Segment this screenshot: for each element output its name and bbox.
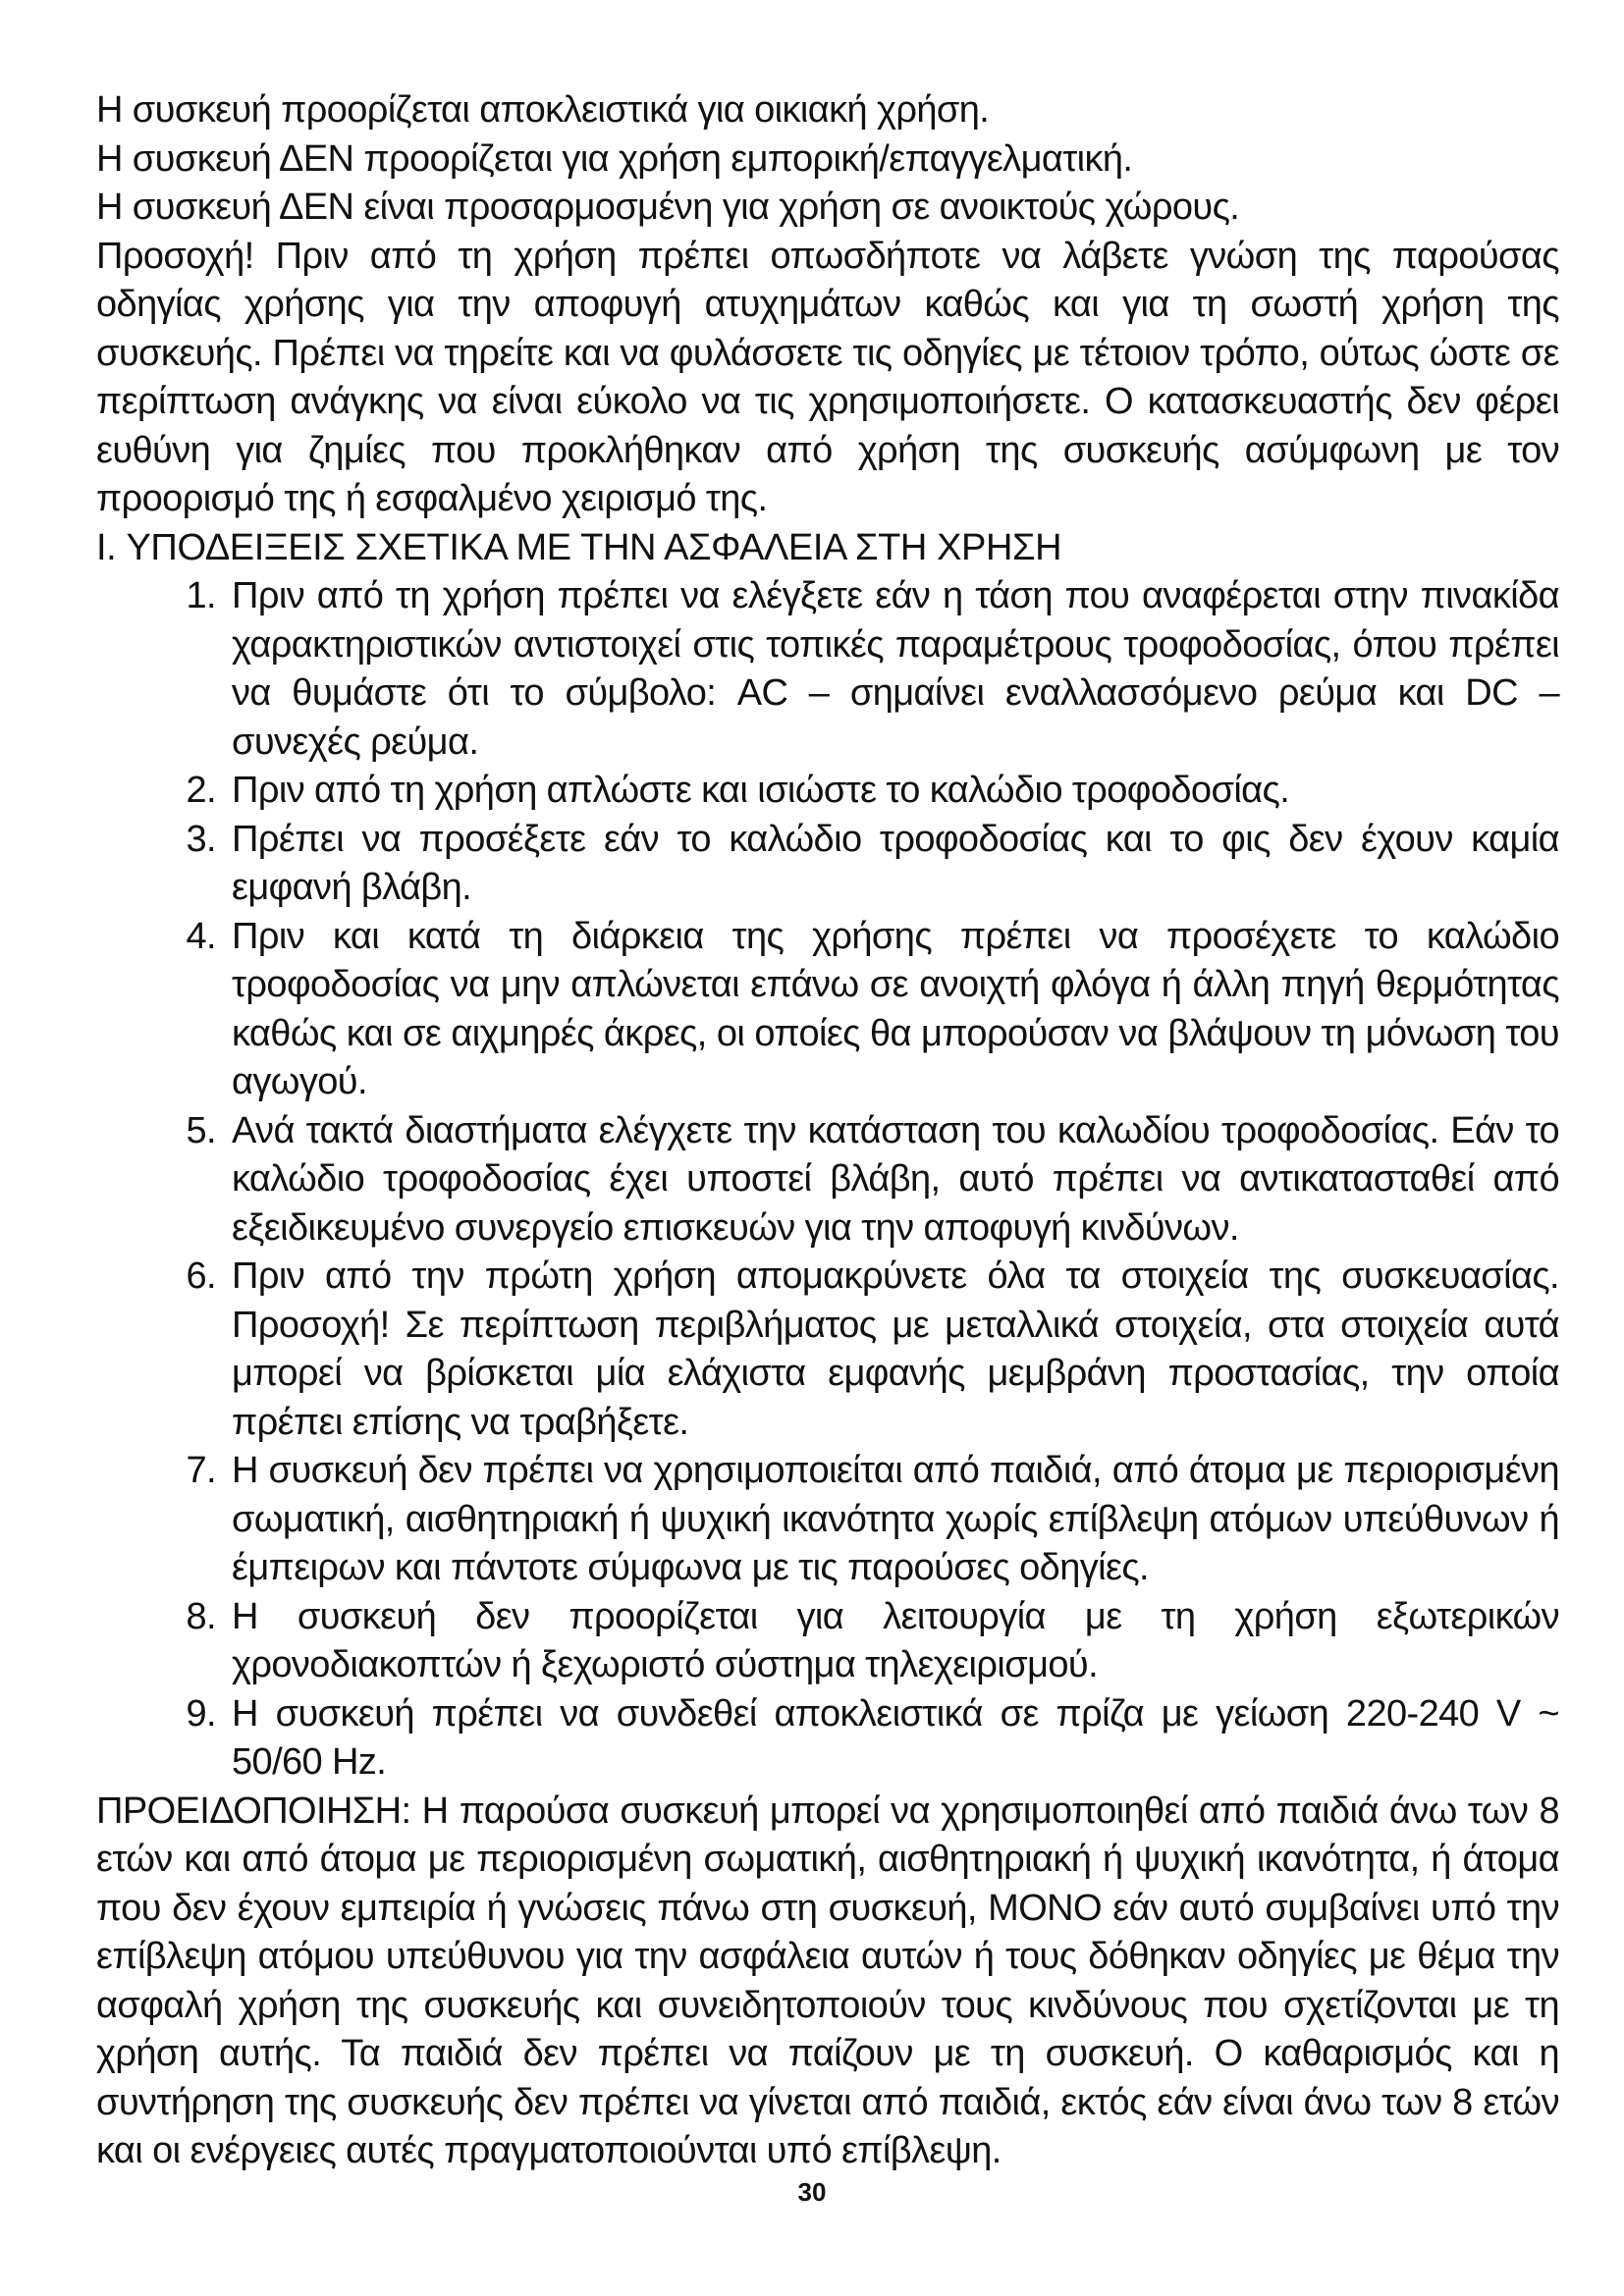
intro-line-household-use: Η συσκευή προορίζεται αποκλειστικά για οικιακή χρήση. <box>96 89 990 131</box>
warning-paragraph: ΠΡΟΕΙΔΟΠΟΙΗΣΗ: Η παρούσα συσκευή μπορεί να χρησιμοποιηθεί από παιδιά άνω των 8 ετών και από άτομα με περιορισμένη σωματική, αισθητηριακή ή ψυχική ικανότητα, ή άτομα που δεν έχουν εμπειρία ή γνώσεις πάνω στη συσκευή, ΜΟΝΟ εάν αυτό συμβαίνει υπό την επίβλεψη ατόμου υπεύθυνου για την ασφάλεια αυτών ή τους δόθηκαν οδηγίες με θέμα την ασφαλή χρήση της συσκευής και συνειδητοποιούν τους κινδύνους που σχετίζονται με τη χρήση αυτής. Τα παιδιά δεν πρέπει να παίζουν με τη συσκευή. Ο καθαρισμός και η συντήρηση της συσκευής δεν πρέπει να γίνεται από παιδιά, εκτός εάν είναι άνω των 8 ετών και οι ενέργειες αυτές πραγματοποιούνται υπό επίβλεψη. <box>96 1789 1559 2171</box>
intro-line-not-outdoor: Η συσκευή ΔΕΝ είναι προσαρμοσμένη για χρήση σε ανοικτούς χώρους. <box>96 187 1240 228</box>
page-number: 30 <box>797 2177 827 2207</box>
list-item <box>96 1107 1559 1254</box>
list-item-number: 3. <box>186 818 216 860</box>
list-item-text: Η συσκευή δεν προορίζεται για λειτουργία με τη χρήση εξωτερικών χρονοδιακοπτών ή ξεχωριστό σύστημα τηλεχειρισμού. <box>232 1595 1559 1685</box>
list-item-number: 8. <box>186 1595 216 1637</box>
safety-instructions-list <box>96 572 1559 1788</box>
list-item-number: 7. <box>186 1450 216 1491</box>
list-item-text: Πριν και κατά τη διάρκεια της χρήσης πρέπει να προσέχετε το καλώδιο τροφοδοσίας να μην απλώνεται επάνω σε ανοιχτή φλόγα ή άλλη πηγή θερμότητας καθώς και σε αιχμηρές άκρες, οι οποίες θα μπορούσαν να βλάψουν τη μόνωση του αγωγού. <box>232 915 1559 1102</box>
list-item-number: 9. <box>186 1692 216 1735</box>
list-item-text: Πρέπει να προσέξετε εάν το καλώδιο τροφοδοσίας και το φις δεν έχουν καμία εμφανή βλάβη. <box>232 818 1559 908</box>
intro-caution-paragraph: Προσοχή! Πριν από τη χρήση πρέπει οπωσδήποτε να λάβετε γνώση της παρούσας οδηγίας χρήσης για την αποφυγή ατυχημάτων καθώς και για τη σωστή χρήση της συσκευής. Πρέπει να τηρείτε και να φυλάσσετε τις οδηγίες με τέτοιον τρόπο, ούτως ώστε σε περίπτωση ανάγκης να είναι εύκολο να τις χρησιμοποιήσετε. Ο κατασκευαστής δεν φέρει ευθύνη για ζημίες που προκλήθηκαν από χρήση της συσκευής ασύμφωνη με τον προορισμό της ή εσφαλμένο χειρισμό της. <box>96 235 1559 519</box>
list-item-text: Πριν από τη χρήση απλώστε και ισιώστε το καλώδιο τροφοδοσίας. <box>232 770 1290 811</box>
list-item-text: Πριν από τη χρήση πρέπει να ελέγξετε εάν η τάση που αναφέρεται στην πινακίδα χαρακτηριστικών αντιστοιχεί στις τοπικές παραμέτρους τροφοδοσίας, όπου πρέπει να θυμάστε ότι το σύμβολο: AC – σημαίνει εναλλασσόμενο ρεύμα και DC – συνεχές ρεύμα. <box>232 575 1559 763</box>
list-item <box>96 767 1559 816</box>
manual-page <box>96 86 1559 2176</box>
list-item-text: Η συσκευή πρέπει να συνδεθεί αποκλειστικά σε πρίζα με γείωση 220-240 V ~ 50/60 Hz. <box>232 1692 1559 1783</box>
intro-line-not-commercial: Η συσκευή ΔΕΝ προορίζεται για χρήση εμπορική/επαγγελματική. <box>96 137 1133 180</box>
list-item <box>96 1253 1559 1447</box>
list-item-number: 5. <box>186 1109 216 1151</box>
list-item <box>96 1447 1559 1593</box>
list-item-number: 1. <box>186 575 216 616</box>
list-item-number: 4. <box>186 915 216 957</box>
list-item-text: Ανά τακτά διαστήματα ελέγχετε την κατάσταση του καλωδίου τροφοδοσίας. Εάν το καλώδιο τροφοδοσίας έχει υποστεί βλάβη, αυτό πρέπει να αντικατασταθεί από εξειδικευμένο συνεργείο επισκευών για την αποφυγή κινδύνων. <box>232 1109 1559 1249</box>
list-item-text: Η συσκευή δεν πρέπει να χρησιμοποιείται από παιδιά, από άτομα με περιορισμένη σωματική, αισθητηριακή ή ψυχική ικανότητα χωρίς επίβλεψη ατόμων υπεύθυνων ή έμπειρων και πάντοτε σύμφωνα με τις παρούσες οδηγίες. <box>232 1450 1559 1588</box>
list-item <box>96 1690 1559 1788</box>
list-item-number: 6. <box>186 1255 216 1297</box>
list-item <box>96 572 1559 767</box>
list-item <box>96 913 1559 1107</box>
list-item <box>96 816 1559 913</box>
list-item-text: Πριν από την πρώτη χρήση απομακρύνετε όλα τα στοιχεία της συσκευασίας. Προσοχή! Σε περίπτωση περιβλήματος με μεταλλικά στοιχεία, στα στοιχεία αυτά μπορεί να βρίσκεται μία ελάχιστα εμφανής μεμβράνη προστασίας, την οποία πρέπει επίσης να τραβήξετε. <box>232 1255 1559 1443</box>
list-item <box>96 1593 1559 1690</box>
list-item-number: 2. <box>186 770 216 811</box>
safety-section-heading: I. ΥΠΟΔΕΙΞΕΙΣ ΣΧΕΤΙΚΑ ΜΕ ΤΗΝ ΑΣΦΑΛΕΙΑ ΣΤΗ ΧΡΗΣΗ <box>96 526 1062 568</box>
